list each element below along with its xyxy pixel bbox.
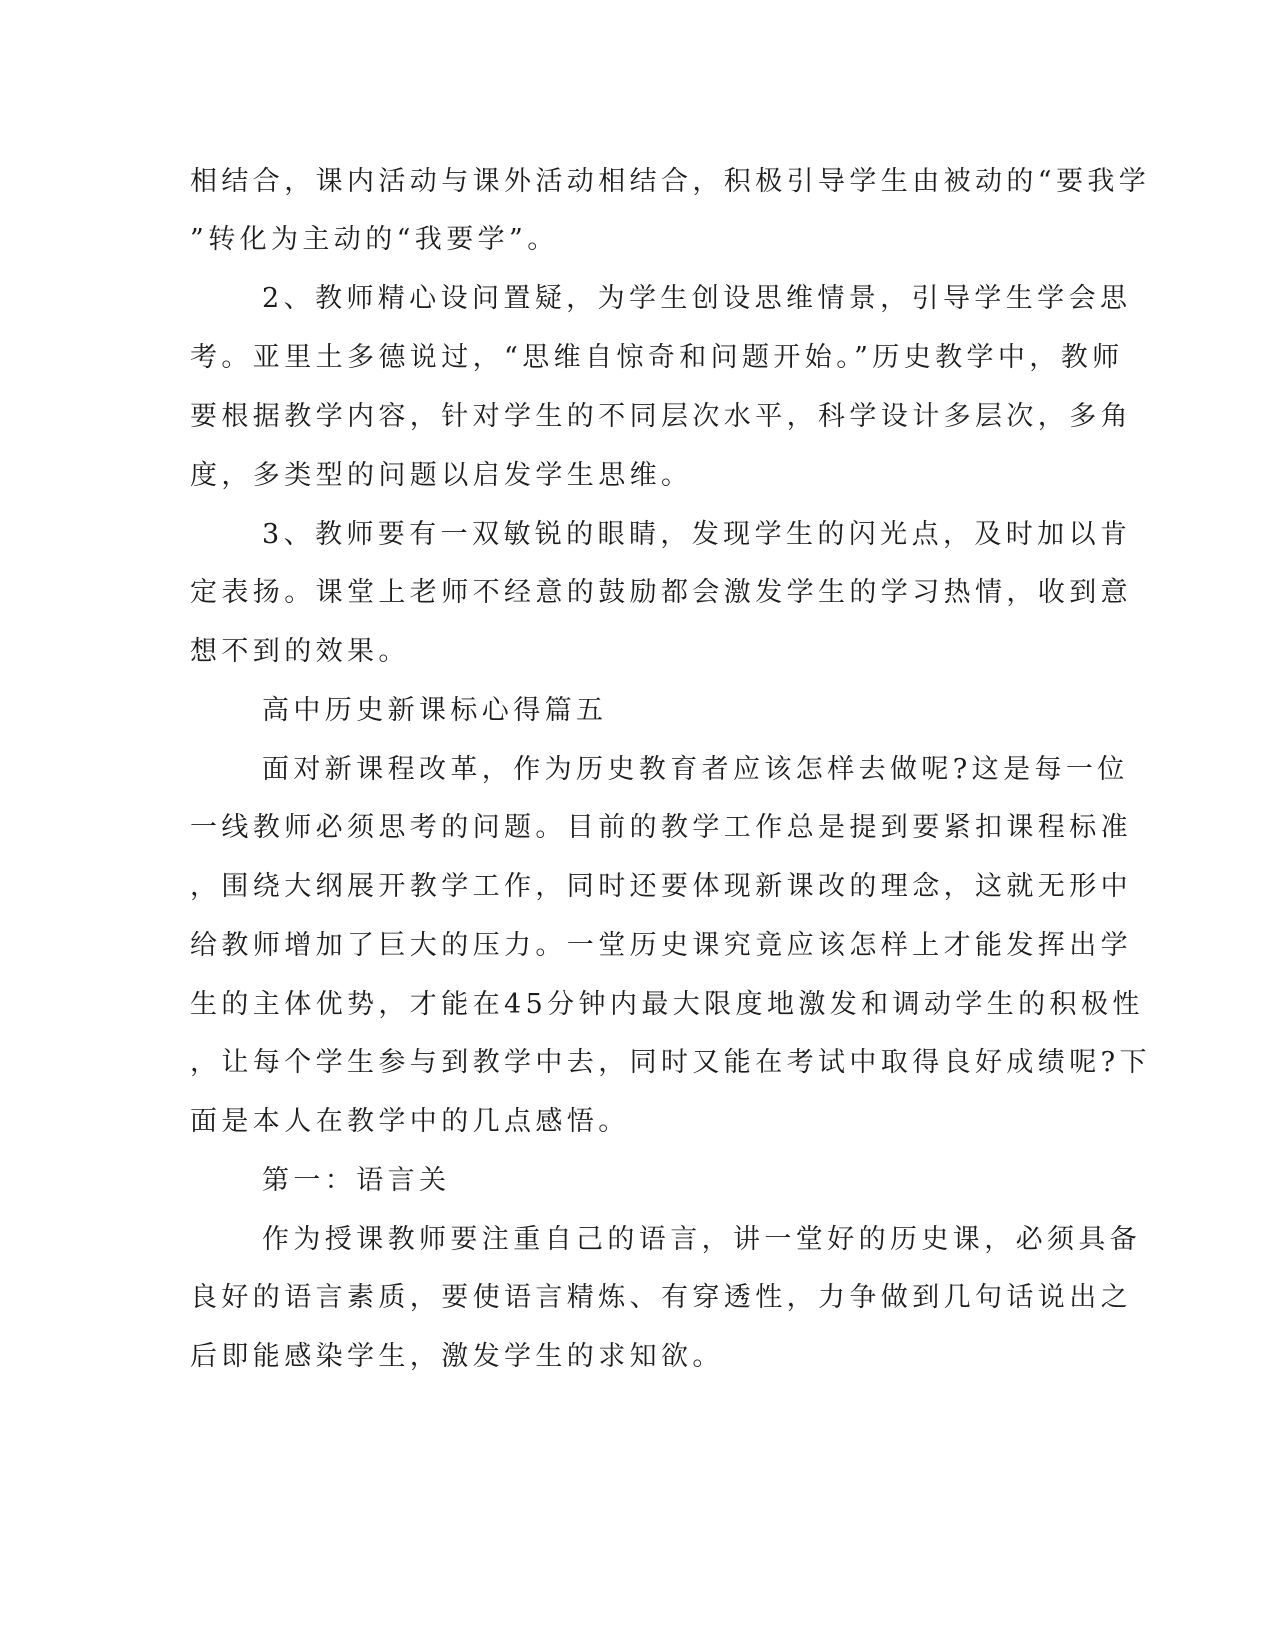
section-heading: 高中历史新课标心得篇五 [262, 695, 608, 726]
text-line: 给教师增加了巨大的压力。一堂历史课究竟应该怎样上才能发挥出学 [190, 930, 1132, 961]
text-line: 要根据教学内容，针对学生的不同层次水平，科学设计多层次，多角 [190, 401, 1132, 432]
paragraph-first-line: 面对新课程改革，作为历史教育者应该怎样去做呢?这是每一位 [262, 754, 1129, 785]
text-line: 考。亚里土多德说过，“思维自惊奇和问题开始。”历史教学中，教师 [190, 342, 1124, 373]
paragraph-first-line: 作为授课教师要注重自己的语言，讲一堂好的历史课，必须具备 [262, 1224, 1142, 1255]
paragraph-first-line: 2、教师精心设问置疑，为学生创设思维情景，引导学生学会思 [262, 283, 1132, 314]
text-line: ，让每个学生参与到教学中去，同时又能在考试中取得良好成绩呢?下 [190, 1047, 1151, 1078]
text-line: 面是本人在教学中的几点感悟。 [190, 1106, 630, 1137]
text-line: 一线教师必须思考的问题。目前的教学工作总是提到要紧扣课程标准 [190, 812, 1132, 843]
paragraph-first-line: 3、教师要有一双敏锐的眼睛，发现学生的闪光点，及时加以肯 [262, 519, 1132, 550]
text-line: 相结合，课内活动与课外活动相结合，积极引导学生由被动的“要我学 [190, 166, 1151, 197]
subsection-heading: 第一：语言关 [262, 1165, 451, 1196]
text-line: 生的主体优势，才能在45分钟内最大限度地激发和调动学生的积极性 [190, 989, 1144, 1020]
text-line: 后即能感染学生，激发学生的求知欲。 [190, 1341, 724, 1372]
text-line: ”转化为主动的“我要学”。 [190, 224, 559, 255]
text-line: 想不到的效果。 [190, 636, 410, 667]
text-line: 度，多类型的问题以启发学生思维。 [190, 460, 693, 491]
text-line: 定表扬。课堂上老师不经意的鼓励都会激发学生的学习热情，收到意 [190, 577, 1132, 608]
text-line: 良好的语言素质，要使语言精炼、有穿透性，力争做到几句话说出之 [190, 1282, 1132, 1313]
text-line: ，围绕大纲展开教学工作，同时还要体现新课改的理念，这就无形中 [190, 871, 1132, 902]
